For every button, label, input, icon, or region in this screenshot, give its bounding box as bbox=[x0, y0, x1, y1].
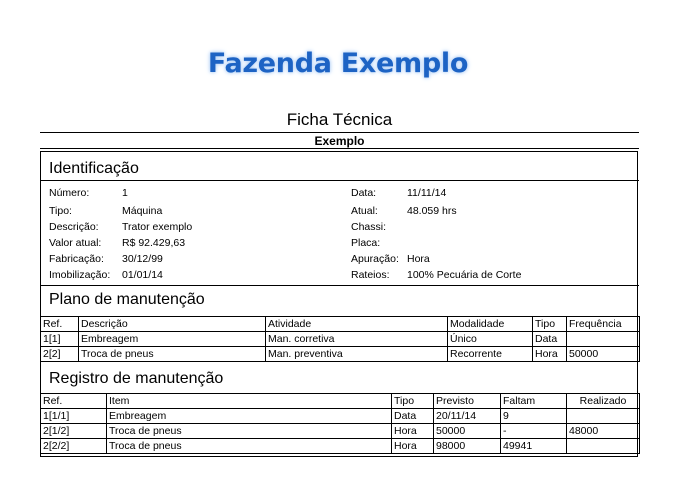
field-label-chassi: Chassi: bbox=[351, 221, 387, 233]
table-cell: Hora bbox=[392, 439, 434, 454]
table-row bbox=[41, 439, 640, 454]
field-value-tipo: Máquina bbox=[122, 205, 163, 217]
table-row bbox=[41, 409, 640, 424]
field-label-imobilizacao: Imobilização: bbox=[49, 269, 111, 281]
table-cell: Data bbox=[392, 409, 434, 424]
plan-section-title: Plano de manutenção bbox=[49, 291, 205, 308]
log-section-title: Registro de manutenção bbox=[49, 370, 224, 387]
table-cell: Embreagem bbox=[79, 332, 266, 347]
table-row bbox=[41, 424, 640, 439]
title-rule-top bbox=[40, 132, 639, 133]
field-value-apuracao: Hora bbox=[407, 253, 430, 265]
table-cell: Hora bbox=[392, 424, 434, 439]
field-label-valor-atual: Valor atual: bbox=[49, 237, 102, 249]
field-value-data: 11/11/14 bbox=[407, 187, 447, 199]
table-cell bbox=[567, 439, 640, 454]
field-label-atual: Atual: bbox=[351, 205, 378, 217]
table-cell: 50000 bbox=[434, 424, 501, 439]
table-cell: 2[2/2] bbox=[41, 439, 107, 454]
table-cell: Único bbox=[448, 332, 533, 347]
table-cell: Man. corretiva bbox=[266, 332, 448, 347]
field-value-imobilizacao: 01/01/14 bbox=[122, 269, 163, 281]
field-label-tipo: Tipo: bbox=[49, 205, 72, 217]
plan-table bbox=[40, 316, 640, 362]
table-cell: Troca de pneus bbox=[107, 439, 392, 454]
sheet-title: Ficha Técnica bbox=[286, 110, 393, 129]
field-label-data: Data: bbox=[351, 187, 377, 199]
field-value-numero: 1 bbox=[122, 187, 128, 199]
title-rule-bottom bbox=[40, 148, 639, 149]
plan-section-divider bbox=[40, 285, 639, 286]
log-header-faltam: Faltam bbox=[501, 394, 567, 409]
table-cell: Recorrente bbox=[448, 347, 533, 362]
field-label-descricao: Descrição: bbox=[49, 221, 99, 233]
sheet-subtitle: Exemplo bbox=[314, 134, 365, 148]
table-row bbox=[41, 347, 640, 362]
table-cell: Data bbox=[533, 332, 567, 347]
table-cell: 9 bbox=[501, 409, 567, 424]
log-table-header-row bbox=[41, 394, 640, 409]
table-cell: Troca de pneus bbox=[79, 347, 266, 362]
log-header-ref: Ref. bbox=[41, 394, 107, 409]
table-cell: - bbox=[501, 424, 567, 439]
table-cell: 2[2] bbox=[41, 347, 79, 362]
identification-divider bbox=[40, 180, 639, 181]
field-value-fabricacao: 30/12/99 bbox=[122, 253, 163, 265]
table-cell: 48000 bbox=[567, 424, 640, 439]
plan-table-header-row bbox=[41, 317, 640, 332]
plan-header-atividade: Atividade bbox=[266, 317, 448, 332]
field-value-valor-atual: R$ 92.429,63 bbox=[122, 237, 186, 249]
field-value-descricao: Trator exemplo bbox=[122, 221, 193, 233]
log-table bbox=[40, 393, 640, 454]
field-label-rateios: Rateios: bbox=[351, 269, 390, 281]
field-value-rateios: 100% Pecuária de Corte bbox=[407, 269, 522, 281]
table-cell: 2[1/2] bbox=[41, 424, 107, 439]
identification-section-title: Identificação bbox=[49, 160, 139, 177]
log-header-tipo: Tipo bbox=[392, 394, 434, 409]
farm-name-title: Fazenda Exemplo bbox=[207, 48, 469, 79]
log-header-previsto: Previsto bbox=[434, 394, 501, 409]
field-value-atual: 48.059 hrs bbox=[407, 205, 457, 217]
table-cell: 1[1/1] bbox=[41, 409, 107, 424]
table-cell: Hora bbox=[533, 347, 567, 362]
table-cell: 50000 bbox=[567, 347, 640, 362]
plan-header-frequencia: Frequência bbox=[567, 317, 640, 332]
field-label-placa: Placa: bbox=[351, 237, 381, 249]
table-cell: Embreagem bbox=[107, 409, 392, 424]
field-label-numero: Número: bbox=[49, 187, 90, 199]
plan-header-tipo: Tipo bbox=[533, 317, 567, 332]
table-cell: Troca de pneus bbox=[107, 424, 392, 439]
plan-header-modalidade: Modalidade bbox=[448, 317, 533, 332]
table-cell: 1[1] bbox=[41, 332, 79, 347]
field-label-fabricacao: Fabricação: bbox=[49, 253, 104, 265]
table-cell bbox=[567, 409, 640, 424]
table-cell: 98000 bbox=[434, 439, 501, 454]
table-cell: 20/11/14 bbox=[434, 409, 501, 424]
field-label-apuracao: Apuração: bbox=[351, 253, 399, 265]
plan-header-ref: Ref. bbox=[41, 317, 79, 332]
plan-header-descricao: Descrição bbox=[79, 317, 266, 332]
table-cell: 49941 bbox=[501, 439, 567, 454]
table-cell bbox=[567, 332, 640, 347]
log-header-realizado: Realizado bbox=[567, 394, 640, 409]
table-row bbox=[41, 332, 640, 347]
table-cell: Man. preventiva bbox=[266, 347, 448, 362]
log-header-item: Item bbox=[107, 394, 392, 409]
